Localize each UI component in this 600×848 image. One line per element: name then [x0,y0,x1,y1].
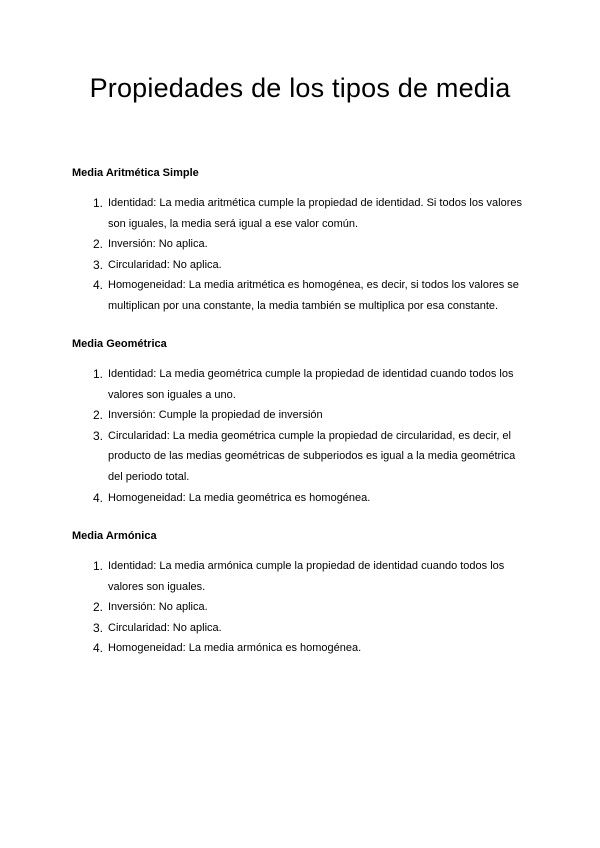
list-item [72,597,532,618]
list-item-number: 3. [92,428,103,443]
list-item-number: 4. [92,278,103,293]
list-item [72,488,532,509]
list-item [72,405,532,426]
list-item-text: Inversión: Cumple la propiedad de inversión [108,409,323,422]
list-item-number: 2. [92,600,103,615]
list-item-text: Circularidad: La media geométrica cumple la propiedad de circularidad, es decir, el producto de las medias geométricas de subperiodos es igual a la media geométrica del periodo total. [108,429,516,483]
list-item-number: 1. [92,559,103,573]
list-item [72,426,532,488]
list-item-text: Homogeneidad: La media aritmética es homogénea, es decir, si todos los valores se multiplican por una constante, la media también se multiplica por esa constante. [108,279,519,312]
list-item-text: Circularidad: No aplica. [108,258,222,271]
list-item-number: 2. [92,237,103,252]
section-media-armonica [72,529,532,659]
list-item [72,556,532,597]
list-item-text: Homogeneidad: La media geométrica es homogénea. [108,491,371,504]
section-media-geometrica [72,337,532,508]
list-item-number: 3. [92,620,103,635]
list-item [72,234,532,255]
list-item-text: Circularidad: No aplica. [108,621,222,634]
list-item-number: 3. [92,257,103,272]
list-item-text: Identidad: La media geométrica cumple la propiedad de identidad cuando todos los valores son iguales a uno. [108,368,514,401]
section-heading: Media Armónica [72,530,157,542]
section-media-aritmetica [72,166,532,317]
list-item-number: 1. [92,367,103,381]
list-item-number: 4. [92,641,103,656]
list-item-number: 2. [92,408,103,423]
list-item [72,255,532,276]
page-title: Propiedades de los tipos de media [89,73,511,103]
list-item-number: 1. [92,196,103,210]
list-item [72,364,532,405]
section-heading: Media Geométrica [72,338,167,350]
list-item [72,193,532,234]
list-item-number: 4. [92,490,103,505]
list-item-text: Inversión: No aplica. [108,601,208,614]
numbered-list [72,193,532,317]
list-item [72,618,532,639]
list-item-text: Homogeneidad: La media armónica es homogénea. [108,642,362,655]
list-item-text: Inversión: No aplica. [108,238,208,251]
numbered-list [72,364,532,508]
list-item-text: Identidad: La media aritmética cumple la propiedad de identidad. Si todos los valores son iguales, la media será igual a ese valor común. [108,197,522,230]
list-item [72,638,532,659]
list-item-text: Identidad: La media armónica cumple la propiedad de identidad cuando todos los valores son iguales. [108,560,505,593]
section-heading: Media Aritmética Simple [72,167,199,179]
numbered-list [72,556,532,659]
list-item [72,275,532,316]
